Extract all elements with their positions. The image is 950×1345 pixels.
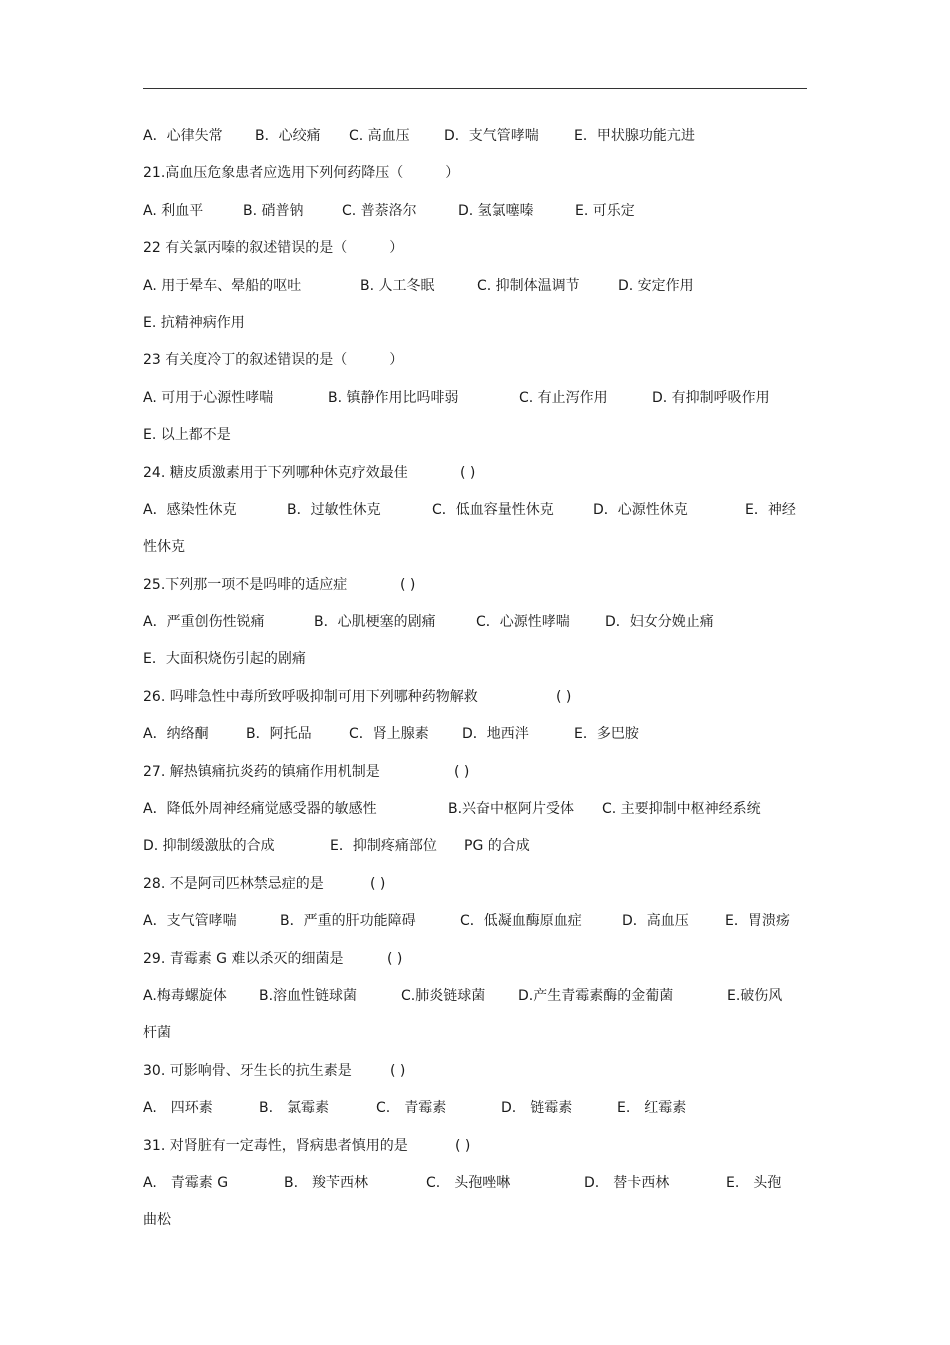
option-text: A．感染性休克: [143, 501, 237, 518]
answer-blank: ( ): [454, 763, 470, 780]
option-text: A．心律失常: [143, 128, 223, 144]
option-text: A. 青霉素 G: [143, 1174, 229, 1191]
option-text: PG 的合成: [464, 838, 530, 855]
option-text: A. 四环素: [143, 1100, 213, 1117]
option-text: D. 安定作用: [618, 277, 694, 294]
option-text: B．心绞痛: [255, 128, 321, 144]
answer-blank: ( ): [455, 1137, 471, 1154]
option-text: C. 头孢唑啉: [426, 1174, 511, 1191]
answer-blank: ( ): [370, 875, 386, 892]
answer-blank: ( ): [390, 1062, 406, 1079]
text-line: [143, 529, 807, 566]
text-line: [143, 268, 807, 305]
exam-question-text: [143, 118, 807, 1240]
text-line: [143, 1202, 807, 1239]
answer-blank: ( ): [387, 950, 403, 967]
header-rule: [143, 88, 807, 89]
question-text: 28. 不是阿司匹林禁忌症的是: [143, 875, 324, 892]
option-text: A．纳络酮: [143, 726, 209, 743]
option-text: B.兴奋中枢阿片受体: [448, 801, 575, 818]
question-line: [143, 455, 807, 492]
option-text: E. 红霉素: [617, 1100, 687, 1117]
option-text: B．过敏性休克: [287, 501, 381, 518]
option-text: E．抑制疼痛部位: [330, 838, 437, 855]
question-text: 22 有关氯丙嗪的叙述错误的是（ ）: [143, 240, 404, 257]
option-text: B．严重的肝功能障碍: [280, 913, 416, 930]
option-text: D. 抑制缓激肽的合成: [143, 838, 275, 855]
text-line: [143, 791, 807, 828]
question-text: 27. 解热镇痛抗炎药的镇痛作用机制是: [143, 763, 380, 780]
option-text: D. 链霉素: [501, 1100, 573, 1117]
option-text: D．地西泮: [462, 726, 529, 743]
question-line: [143, 155, 807, 192]
text-line: [143, 604, 807, 641]
option-text: B．心肌梗塞的剧痛: [314, 614, 436, 631]
question-line: [143, 342, 807, 379]
option-text: D．妇女分娩止痛: [605, 614, 714, 631]
option-text: E．大面积烧伤引起的剧痛: [143, 651, 306, 668]
option-text: A．降低外周神经痛觉感受器的敏感性: [143, 801, 377, 818]
text-line: [143, 903, 807, 940]
question-line: [143, 1053, 807, 1090]
option-text: A．严重创伤性锐痛: [143, 614, 265, 631]
option-text: E．甲状腺功能亢进: [574, 128, 695, 144]
option-text: C. 抑制体温调节: [477, 277, 580, 294]
text-line: [143, 380, 807, 417]
question-text: 21.高血压危象患者应选用下列何药降压（ ）: [143, 165, 460, 182]
question-line: [143, 754, 807, 791]
text-line: [143, 716, 807, 753]
option-text: C．肾上腺素: [349, 726, 429, 743]
option-text: A．支气管哮喘: [143, 913, 237, 930]
option-text: D．心源性休克: [593, 501, 688, 518]
question-line: [143, 1128, 807, 1165]
option-text: C．低血容量性休克: [432, 501, 554, 518]
option-text: C．低凝血酶原血症: [460, 913, 582, 930]
option-text: A. 用于晕车、晕船的呕吐: [143, 277, 302, 294]
option-text: A. 可用于心源性哮喘: [143, 389, 274, 406]
question-text: 23 有关度冷丁的叙述错误的是（ ）: [143, 352, 404, 369]
question-line: [143, 567, 807, 604]
question-line: [143, 230, 807, 267]
text-line: [143, 305, 807, 342]
option-text: E. 抗精神病作用: [143, 314, 245, 331]
question-line: [143, 679, 807, 716]
option-text: C. 普萘洛尔: [342, 202, 417, 219]
option-text: E．多巴胺: [574, 726, 639, 743]
question-text: 30. 可影响骨、牙生长的抗生素是: [143, 1062, 352, 1079]
option-text: A.梅毒螺旋体: [143, 987, 227, 1004]
option-text: E．胃溃疡: [725, 913, 790, 930]
question-line: [143, 941, 807, 978]
option-text: B. 羧苄西林: [284, 1174, 369, 1191]
text-line: [143, 1015, 807, 1052]
answer-blank: ( ): [556, 688, 572, 705]
option-text: E. 头孢: [726, 1174, 782, 1191]
answer-blank: ( ): [460, 464, 476, 481]
text-line: [143, 417, 807, 454]
option-text: D. 氢氯噻嗪: [458, 202, 534, 219]
option-text: B.溶血性链球菌: [259, 987, 358, 1004]
option-text: B. 人工冬眠: [360, 277, 435, 294]
option-text: 性休克: [143, 539, 185, 556]
option-text: A. 利血平: [143, 202, 204, 219]
option-text: B. 硝普钠: [243, 202, 304, 219]
text-line: [143, 118, 807, 155]
option-text: B．阿托品: [246, 726, 312, 743]
option-text: C. 青霉素: [376, 1100, 447, 1117]
option-text: C．心源性哮喘: [476, 614, 570, 631]
option-text: 杆菌: [143, 1025, 171, 1042]
option-text: D.产生青霉素酶的金葡菌: [518, 987, 674, 1004]
text-line: [143, 978, 807, 1015]
option-text: E．神经: [745, 501, 796, 518]
option-text: C.肺炎链球菌: [401, 987, 486, 1004]
option-text: C. 有止泻作用: [519, 389, 608, 406]
question-text: 31. 对肾脏有一定毒性，肾病患者慎用的是: [143, 1137, 408, 1154]
option-text: D. 替卡西林: [584, 1174, 670, 1191]
text-line: [143, 828, 807, 865]
text-line: [143, 1090, 807, 1127]
question-text: 26. 吗啡急性中毒所致呼吸抑制可用下列哪种药物解救: [143, 688, 478, 705]
option-text: C. 主要抑制中枢神经系统: [602, 801, 761, 818]
question-text: 24. 糖皮质激素用于下列哪种休克疗效最佳: [143, 464, 408, 481]
text-line: [143, 641, 807, 678]
option-text: D. 有抑制呼吸作用: [652, 389, 770, 406]
option-text: B. 氯霉素: [259, 1100, 330, 1117]
option-text: 曲松: [143, 1212, 171, 1229]
question-line: [143, 866, 807, 903]
text-line: [143, 1165, 807, 1202]
text-line: [143, 193, 807, 230]
option-text: C. 高血压: [349, 128, 410, 144]
option-text: D．高血压: [622, 913, 689, 930]
option-text: E. 以上都不是: [143, 427, 231, 444]
text-line: [143, 492, 807, 529]
option-text: E.破伤风: [727, 987, 783, 1004]
question-text: 25.下列那一项不是吗啡的适应症: [143, 576, 348, 593]
answer-blank: ( ): [400, 576, 416, 593]
question-text: 29. 青霉素 G 难以杀灭的细菌是: [143, 950, 344, 967]
option-text: B. 镇静作用比吗啡弱: [328, 389, 459, 406]
option-text: E. 可乐定: [575, 202, 635, 219]
option-text: D．支气管哮喘: [444, 128, 539, 144]
